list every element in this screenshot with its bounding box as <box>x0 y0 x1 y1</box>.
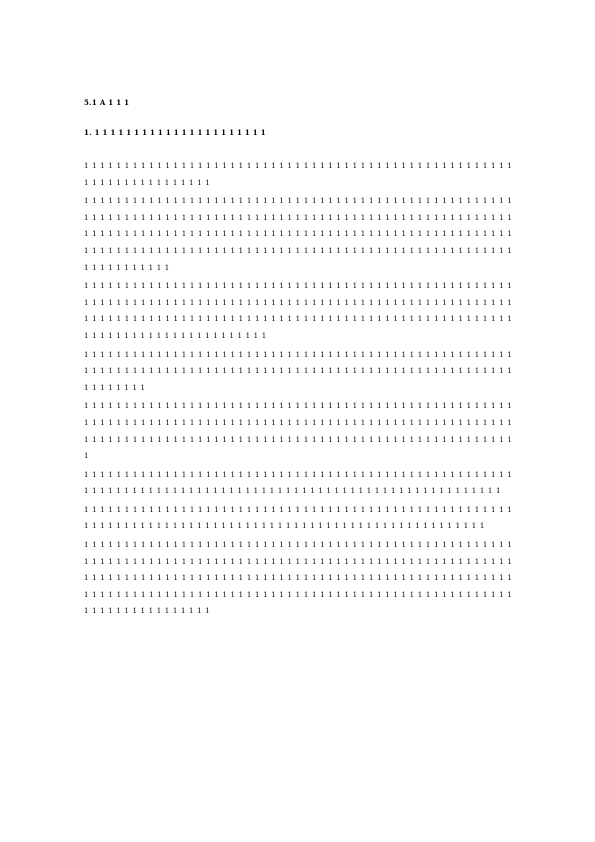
document-subtitle: 1. 1 1 1 1 1 1 1 1 1 1 1 1 1 1 1 1 1 1 1 1 1 1 <box>84 128 266 137</box>
body-paragraph: 1 1 1 1 1 1 1 1 1 1 1 1 1 1 1 1 1 1 1 1 1 1 1 1 1 1 1 1 1 1 1 1 1 1 1 1 1 1 1 1 1 1 1 1 1 1 1 1 1 1 1 1 1 1 1 1 1 1 1 1 1 1 1 1 1 1 1 1 1 1 1 1 1 1 1 1 1 1 1 1 1 1 1 1 1 1 1 1 1 1 1 1 1 1 1 1 1 1 1 1 1 1 1 1 1 1 1 1 1 1 1 1 1 1 1 1 1 1 1 1 1 1 1 1 1 1 1 1 1 1 1 1 1 1 1 1 1 1 1 1 1 1 1 1 1 1 1 1 1 1 1 1 1 1 1 1 1 1 1 1 1 1 1 1 1 1 1 1 1 1 1 1 1 1 1 1 1 1 1 1 1 1 1 1 1 1 1 1 1 1 1 1 1 1 1 1 1 1 1 1 1 1 1 1 1 1 1 1 1 1 1 1 1 1 1 1 1 1 1 1 1 1 1 <box>84 197 512 272</box>
document-title: 5.1 A 1 1 1 <box>84 98 130 107</box>
body-paragraph: 1 1 1 1 1 1 1 1 1 1 1 1 1 1 1 1 1 1 1 1 1 1 1 1 1 1 1 1 1 1 1 1 1 1 1 1 1 1 1 1 1 1 1 1 1 1 1 1 1 1 1 1 1 1 1 1 1 1 1 1 1 1 1 1 1 1 1 1 1 1 1 1 1 1 1 1 1 1 1 1 1 1 1 1 1 1 1 1 1 1 1 1 1 1 1 1 1 1 1 1 1 1 1 <box>84 505 512 531</box>
body-paragraph: 1 1 1 1 1 1 1 1 1 1 1 1 1 1 1 1 1 1 1 1 1 1 1 1 1 1 1 1 1 1 1 1 1 1 1 1 1 1 1 1 1 1 1 1 1 1 1 1 1 1 1 1 1 1 1 1 1 1 1 1 1 1 1 1 1 1 1 1 1 1 1 1 1 1 1 1 1 1 1 1 1 1 1 1 1 1 1 1 1 1 1 1 1 1 1 1 1 1 1 1 1 1 1 1 1 1 1 1 1 1 1 1 1 1 <box>84 350 512 392</box>
document-body <box>84 158 512 622</box>
body-paragraph: 1 1 1 1 1 1 1 1 1 1 1 1 1 1 1 1 1 1 1 1 1 1 1 1 1 1 1 1 1 1 1 1 1 1 1 1 1 1 1 1 1 1 1 1 1 1 1 1 1 1 1 1 1 1 1 1 1 1 1 1 1 1 1 1 1 1 1 1 1 1 1 1 1 1 1 1 1 1 1 1 1 1 1 1 1 1 1 1 1 1 1 1 1 1 1 1 1 1 1 1 1 1 1 1 1 1 1 1 1 1 1 1 1 1 1 1 1 1 1 1 1 1 1 1 1 1 1 1 1 1 1 1 1 1 1 1 1 1 1 1 1 1 1 1 1 1 1 1 1 1 1 1 1 1 1 1 1 1 1 1 <box>84 402 512 461</box>
body-paragraph: 1 1 1 1 1 1 1 1 1 1 1 1 1 1 1 1 1 1 1 1 1 1 1 1 1 1 1 1 1 1 1 1 1 1 1 1 1 1 1 1 1 1 1 1 1 1 1 1 1 1 1 1 1 1 1 1 1 1 1 1 1 1 1 1 1 1 1 1 1 1 1 1 1 1 1 1 1 1 1 1 1 1 1 1 1 1 1 1 1 1 1 1 1 1 1 1 1 1 1 1 1 1 1 1 1 1 1 1 1 1 1 1 1 1 1 1 1 1 1 1 1 1 1 1 1 1 1 1 1 1 1 1 1 1 1 1 1 1 1 1 1 1 1 1 1 1 1 1 1 1 1 1 1 1 1 1 1 1 1 1 1 1 1 1 1 1 1 1 1 1 1 1 1 1 1 1 1 1 1 1 1 1 <box>84 282 512 340</box>
body-paragraph: 1 1 1 1 1 1 1 1 1 1 1 1 1 1 1 1 1 1 1 1 1 1 1 1 1 1 1 1 1 1 1 1 1 1 1 1 1 1 1 1 1 1 1 1 1 1 1 1 1 1 1 1 1 1 1 1 1 1 1 1 1 1 1 1 1 1 1 1 1 <box>84 162 512 187</box>
body-paragraph: 1 1 1 1 1 1 1 1 1 1 1 1 1 1 1 1 1 1 1 1 1 1 1 1 1 1 1 1 1 1 1 1 1 1 1 1 1 1 1 1 1 1 1 1 1 1 1 1 1 1 1 1 1 1 1 1 1 1 1 1 1 1 1 1 1 1 1 1 1 1 1 1 1 1 1 1 1 1 1 1 1 1 1 1 1 1 1 1 1 1 1 1 1 1 1 1 1 1 1 1 1 1 1 1 1 <box>84 470 512 496</box>
body-paragraph: 1 1 1 1 1 1 1 1 1 1 1 1 1 1 1 1 1 1 1 1 1 1 1 1 1 1 1 1 1 1 1 1 1 1 1 1 1 1 1 1 1 1 1 1 1 1 1 1 1 1 1 1 1 1 1 1 1 1 1 1 1 1 1 1 1 1 1 1 1 1 1 1 1 1 1 1 1 1 1 1 1 1 1 1 1 1 1 1 1 1 1 1 1 1 1 1 1 1 1 1 1 1 1 1 1 1 1 1 1 1 1 1 1 1 1 1 1 1 1 1 1 1 1 1 1 1 1 1 1 1 1 1 1 1 1 1 1 1 1 1 1 1 1 1 1 1 1 1 1 1 1 1 1 1 1 1 1 1 1 1 1 1 1 1 1 1 1 1 1 1 1 1 1 1 1 1 1 1 1 1 1 1 1 1 1 1 1 1 1 1 1 1 1 1 1 1 1 1 1 1 1 1 1 1 1 1 1 1 1 1 1 1 1 1 1 1 1 1 1 1 1 1 1 1 1 1 1 1 <box>84 541 512 616</box>
